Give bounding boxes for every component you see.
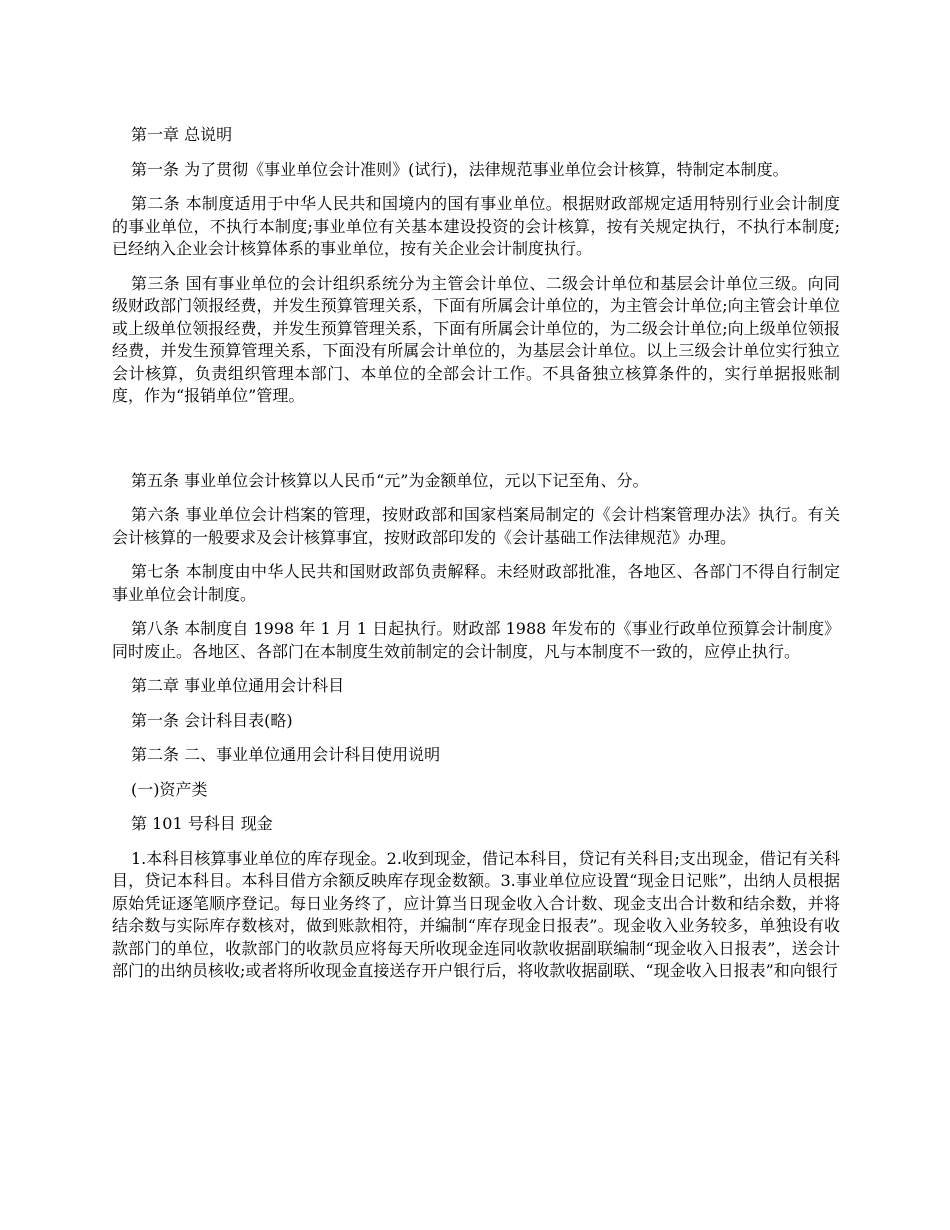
article-paragraph: 第八条 本制度自 1998 年 1 月 1 日起执行。财政部 1988 年发布的《事业行政单位预算会计制度》同时废止。各地区、各部门在本制度生效前制定的会计制度，凡与本制度不一致的，应停止执行。 bbox=[112, 619, 840, 661]
article-paragraph: 1.本科目核算事业单位的库存现金。2.收到现金，借记本科目，贷记有关科目;支出现金，借记有关科目，贷记本科目。本科目借方余额反映库存现金数额。3.事业单位应设置“现金日记账”，出纳人员根据原始凭证逐笔顺序登记。每日业务终了，应计算当日现金收入合计数、现金支出合计数和结余数，并将结余数与实际库存数核对，做到账款相符，并编制“库存现金日报表”。现金收入业务较多，单独设有收款部门的单位，收款部门的收款员应将每天所收现金连同收款收据副联编制“现金收入日报表”，送会计部门的出纳员核收;或者将所收现金直接送存开户银行后，将收款收据副联、“现金收入日报表”和向银行 bbox=[112, 848, 840, 980]
article-paragraph: 第一条 为了贯彻《事业单位会计准则》(试行)，法律规范事业单位会计核算，特制定本制度。 bbox=[131, 159, 789, 179]
article-paragraph: 第六条 事业单位会计档案的管理，按财政部和国家档案局制定的《会计档案管理办法》执行。有关会计核算的一般要求及会计核算事宜，按财政部印发的《会计基础工作法律规范》办理。 bbox=[112, 505, 840, 547]
blank-gap bbox=[112, 420, 840, 470]
article-paragraph: 第一条 会计科目表(略) bbox=[131, 710, 293, 730]
subject-heading: 第 101 号科目 现金 bbox=[131, 814, 273, 833]
category-heading: (一)资产类 bbox=[131, 779, 208, 799]
article-paragraph: 第二条 二、事业单位通用会计科目使用说明 bbox=[131, 745, 441, 764]
document-page bbox=[112, 124, 840, 995]
chapter-heading: 第一章 总说明 bbox=[131, 125, 233, 144]
chapter-heading: 第二章 事业单位通用会计科目 bbox=[131, 676, 345, 695]
article-paragraph: 第五条 事业单位会计核算以人民币“元”为金额单位，元以下记至角、分。 bbox=[131, 470, 649, 490]
article-paragraph: 第二条 本制度适用于中华人民共和国境内的国有事业单位。根据财政部规定适用特别行业会计制度的事业单位，不执行本制度;事业单位有关基本建设投资的会计核算，按有关规定执行，不执行本制度;已经纳入企业会计核算体系的事业单位，按有关企业会计制度执行。 bbox=[112, 194, 840, 258]
article-paragraph: 第三条 国有事业单位的会计组织系统分为主管会计单位、二级会计单位和基层会计单位三级。向同级财政部门领报经费，并发生预算管理关系，下面有所属会计单位的，为主管会计单位;向主管会计单位或上级单位领报经费，并发生预算管理关系，下面有所属会计单位的，为二级会计单位;向上级单位领报经费，并发生预算管理关系，下面没有所属会计单位的，为基层会计单位。以上三级会计单位实行独立会计核算，负责组织管理本部门、本单位的全部会计工作。不具备独立核算条件的，实行单据报账制度，作为“报销单位”管理。 bbox=[112, 273, 840, 405]
article-paragraph: 第七条 本制度由中华人民共和国财政部负责解释。未经财政部批准，各地区、各部门不得自行制定事业单位会计制度。 bbox=[112, 562, 840, 604]
